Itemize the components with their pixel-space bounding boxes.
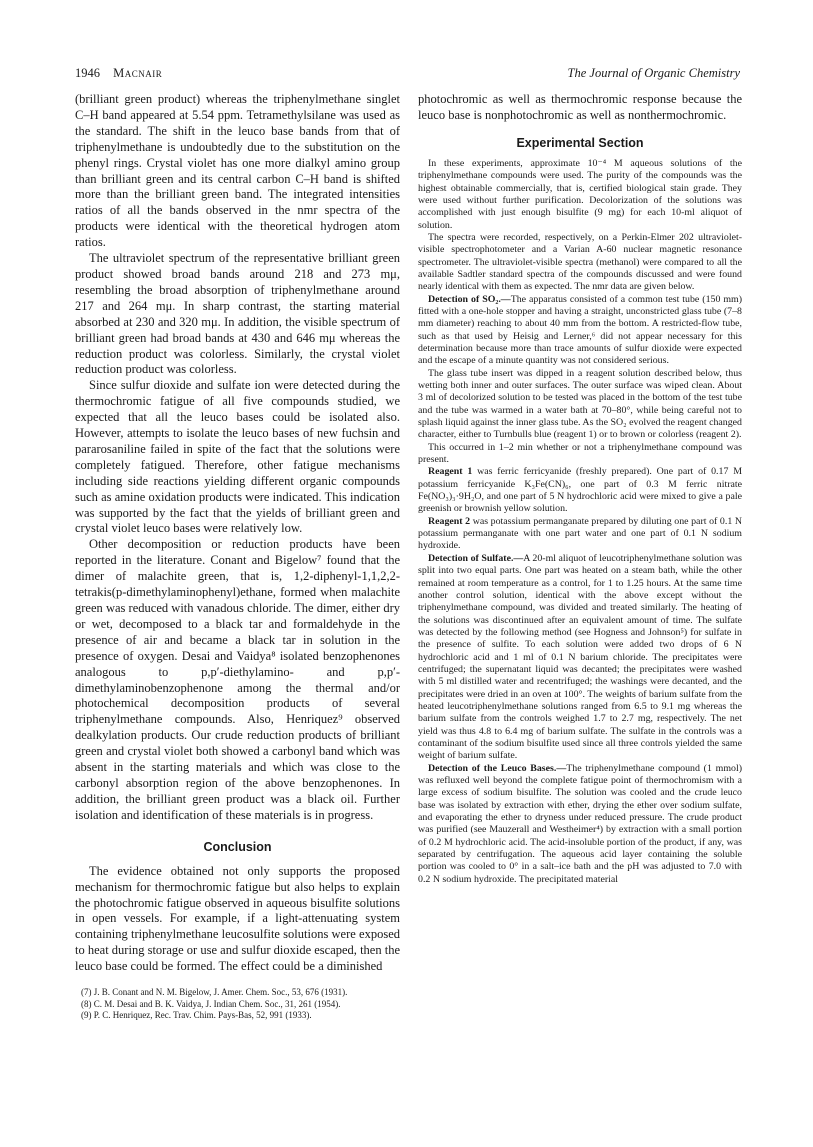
experimental-paragraph: The spectra were recorded, respectively, on a Perkin-Elmer 202 ultraviolet-visible spectrophotometer and a Varian A-60 nuclear magnetic resonance spectrometer. The ultraviolet-visible spectra (methanol) were compared to all the available Sadtler standard spectra of the compounds discussed and were found nearly identical with them as expected. The nmr data are given below. xyxy=(418,231,742,293)
reagent1-paragraph xyxy=(418,466,742,515)
body-paragraph: Since sulfur dioxide and sulfate ion were detected during the thermochromic fatigue of all five compounds studied, we expected that all the leuco bases could be isolated also. However, attempts to isolate the leuco bases of new fuchsin and pararosaniline failed in spite of the fact that the solutions were completely fatigued. Therefore, other fatigue mechanisms including side reactions yielding different organic compounds such as amine oxidation products were indicated. This indication was supported by the fact that the yields of brilliant green and crystal violet leuco bases were relatively low. xyxy=(75,378,400,536)
body-paragraph: Other decomposition or reduction products have been reported in the literature. Conant and Bigelow⁷ found that the dimer of malachite green, that is, 1,2-diphenyl-1,1,2,2-tetrakis(p-dimethylaminophenyl)ethane, formed when malachite green was reduced with vanadous chloride. The dimer, either dry or wet, decomposed to a black tar and formaldehyde in the presence of air and became a black tar in solution in the presence of oxygen. Desai and Vaidya⁸ isolated benzophenones analogous to p,p′-diethylamino- and p,p′-dimethylaminobenzophenone among the thermal and/or photochemical decomposition products of several triphenylmethane compounds. Also, Henriquez⁹ observed dealkylation products. Our crude reduction products of brilliant green and crystal violet both showed a carbonyl band which was absent in the starting materials and which was close to the carbonyl absorption region of the above benzophenones. In addition, the brilliant green product was a black oil. Further isolation and identification of these materials is in progress. xyxy=(75,537,400,822)
sulfate-run-in: Detection of Sulfate.— xyxy=(428,552,524,564)
conclusion-heading: Conclusion xyxy=(203,839,272,854)
running-header xyxy=(75,66,740,86)
so2-run-in: Detection of SO₂.— xyxy=(428,293,511,305)
reagent2-paragraph xyxy=(418,516,742,553)
so2-paragraph-3: This occurred in 1–2 min whether or not a triphenylmethane compound was present. xyxy=(418,441,742,466)
body-paragraph: The ultraviolet spectrum of the representative brilliant green product showed broad bands around 218 and 273 mμ, resembling the broad absorption of triphenylmethane around 217 and 264 mμ. In sharp contrast, the starting material absorbed at 230 and 320 mμ. In addition, the visible spectrum of brilliant green had broad bands at 430 and 646 mμ whereas the reduction product was colorless. Similarly, the crystal violet reduction product was colorless. xyxy=(75,251,400,377)
sulfate-text: A 20-ml aliquot of leucotriphenylmethane solution was split into two equal parts. One part was heated on a steam bath, while the other remained at room temperature as a control, for 1 to 1.25 hours. At the same time another control solution, identical with the above except without the triphenylmethane compound, was divided and treated similarly. The heating of the solutions was discontinued after an equivalent amount of time. The sulfate was detected by the following method (see Hogness and Johnson⁵) for sulfate in the presence of sulfite. To each solution were added two drops of 6 N hydrochloric acid and 1 ml of 0.1 N barium chloride. The precipitates were centrifuged; the supernatant liquid was decanted; the precipitates were washed with 5 ml distilled water and recentrifuged; the washings were decanted, and the precipitates were dried in an oven at 100°. The weights of barium sulfate from the heated leucotriphenylmethane solutions ranged from 6.5 to 9.1 mg whereas the barium sulfate from the controls weighed 1.7 to 2.7 mg, respectively. The net yield was thus 4.8 to 6.4 mg of barium sulfate. The sulfate in the controls was a contaminant of the sodium bisulfite used since all three controls yielded the same weight of barium sulfate. xyxy=(418,552,742,762)
right-column xyxy=(418,92,742,1097)
reagent2-run-in: Reagent 2 xyxy=(428,515,471,527)
reference-item: (7) J. B. Conant and N. M. Bigelow, J. Amer. Chem. Soc., 53, 676 (1931). xyxy=(81,987,348,998)
reagent1-text: was ferric ferricyanide (freshly prepared). One part of 0.17 M potassium ferricyanide K₃Fe(CN)₆, one part of 0.3 M ferric nitrate Fe(NO₃)₃·9H₂O, and one part of 5 N hydrochloric acid were mixed to give a pale greenish or brownish yellow solution. xyxy=(418,466,742,515)
journal-title: The Journal of Organic Chemistry xyxy=(567,66,740,80)
leuco-text: The triphenylmethane compound (1 mmol) was refluxed well beyond the complete fatigue point of thermochromism with a large excess of sodium bisulfite. The solution was cooled and the crude leuco base was isolated by extraction with ether, drying the ether over sodium sulfate, and evaporating the ether to dryness under reduced pressure. The crude product was purified (see Mauzerall and Westheimer⁴) by extraction with a small portion of 0.2 M hydrochloric acid. The acid-insoluble portion of the product, if any, was separated by centrifugation. The aqueous acid layer containing the soluble portion was cooled to 0° in a salt–ice bath and the pH was adjusted to 7.0 with 0.2 N sodium hydroxide. The precipitated material xyxy=(418,762,742,885)
reference-item: (9) P. C. Henriquez, Rec. Trav. Chim. Pays-Bas, 52, 991 (1933). xyxy=(81,1010,312,1021)
leuco-paragraph xyxy=(418,763,742,886)
so2-paragraph xyxy=(418,294,742,368)
so2-text: The apparatus consisted of a common test tube (150 mm) fitted with a one-hole stopper and having a straight, unconstricted glass tube (7–8 mm diameter) reaching to about 40 mm from the bottom. A restricted-flow tube, such as that used by Heisig and Lerner,⁶ did not appear necessary for this determination because more than trace amounts of sulfur dioxide were expected and the escape of a minute quantity was not considered serious. xyxy=(418,293,742,367)
left-column xyxy=(75,92,400,1097)
sulfate-paragraph xyxy=(418,553,742,763)
experimental-paragraph: In these experiments, approximate 10⁻⁴ M aqueous solutions of the triphenylmethane compounds were used. The purity of the compounds was the highest obtainable commercially, that is, certified biological stain grade. They were used without further purification. Decolorization of the solutions was accomplished with just enough bisulfite (9 mg) for each 10-ml aliquot of solution. xyxy=(418,157,742,231)
reagent1-run-in: Reagent 1 xyxy=(428,466,473,478)
intro-paragraph: photochromic as well as thermochromic response because the leuco base is nonphotochromic as well as nonthermochromic. xyxy=(418,92,742,122)
reference-item: (8) C. M. Desai and B. K. Vaidya, J. Indian Chem. Soc., 31, 261 (1954). xyxy=(81,998,341,1009)
page-number: 1946 xyxy=(75,66,100,80)
header-left xyxy=(75,66,162,81)
running-author: Macnair xyxy=(113,66,163,80)
reagent2-text: was potassium permanganate prepared by diluting one part of 0.1 N potassium permanganate with one part water and one part of 0.1 N sodium hydroxide. xyxy=(418,515,742,552)
so2-paragraph-2: The glass tube insert was dipped in a reagent solution described below, thus wetting both inner and outer surfaces. The outer surface was wiped clean. About 3 ml of decolorized solution to be tested was placed in the bottom of the test tube and the tube was warmed in a water bath at 70–80°, while being careful not to splash liquid against the inner glass tube. As the SO₂ evolved the reagent changed character, either to Turnbulls blue (reagent 1) or to brown or colorless (reagent 2). xyxy=(418,367,742,441)
body-paragraph: (brilliant green product) whereas the triphenylmethane singlet C–H band appeared at 5.54 ppm. Tetramethylsilane was used as the standard. The shift in the leuco base bands from that of triphenylmethane is undoubtedly due to the substitution on the phenyl rings. Crystal violet has one more dialkyl amino group than brilliant green and its central carbon C–H band is shifted more than the brilliant green band. The integrated intensities ratios of all the bands observed in the nmr spectra of the products were identical with the theoretical hydrogen atom ratios. xyxy=(75,92,400,250)
footnote-references xyxy=(75,987,400,1022)
leuco-run-in: Detection of the Leuco Bases.— xyxy=(428,762,567,774)
conclusion-paragraph: The evidence obtained not only supports the proposed mechanism for thermochromic fatigue but also helps to explain the photochromic fatigue observed in aqueous bisulfite solutions in open vessels. For example, if a light-attenuating system containing triphenylmethane leucosulfite solutions were exposed to heat during storage or use and sulfur dioxide escaped, then the leuco base could be formed. The effect could be a diminished xyxy=(75,863,400,974)
experimental-heading: Experimental Section xyxy=(516,135,644,150)
